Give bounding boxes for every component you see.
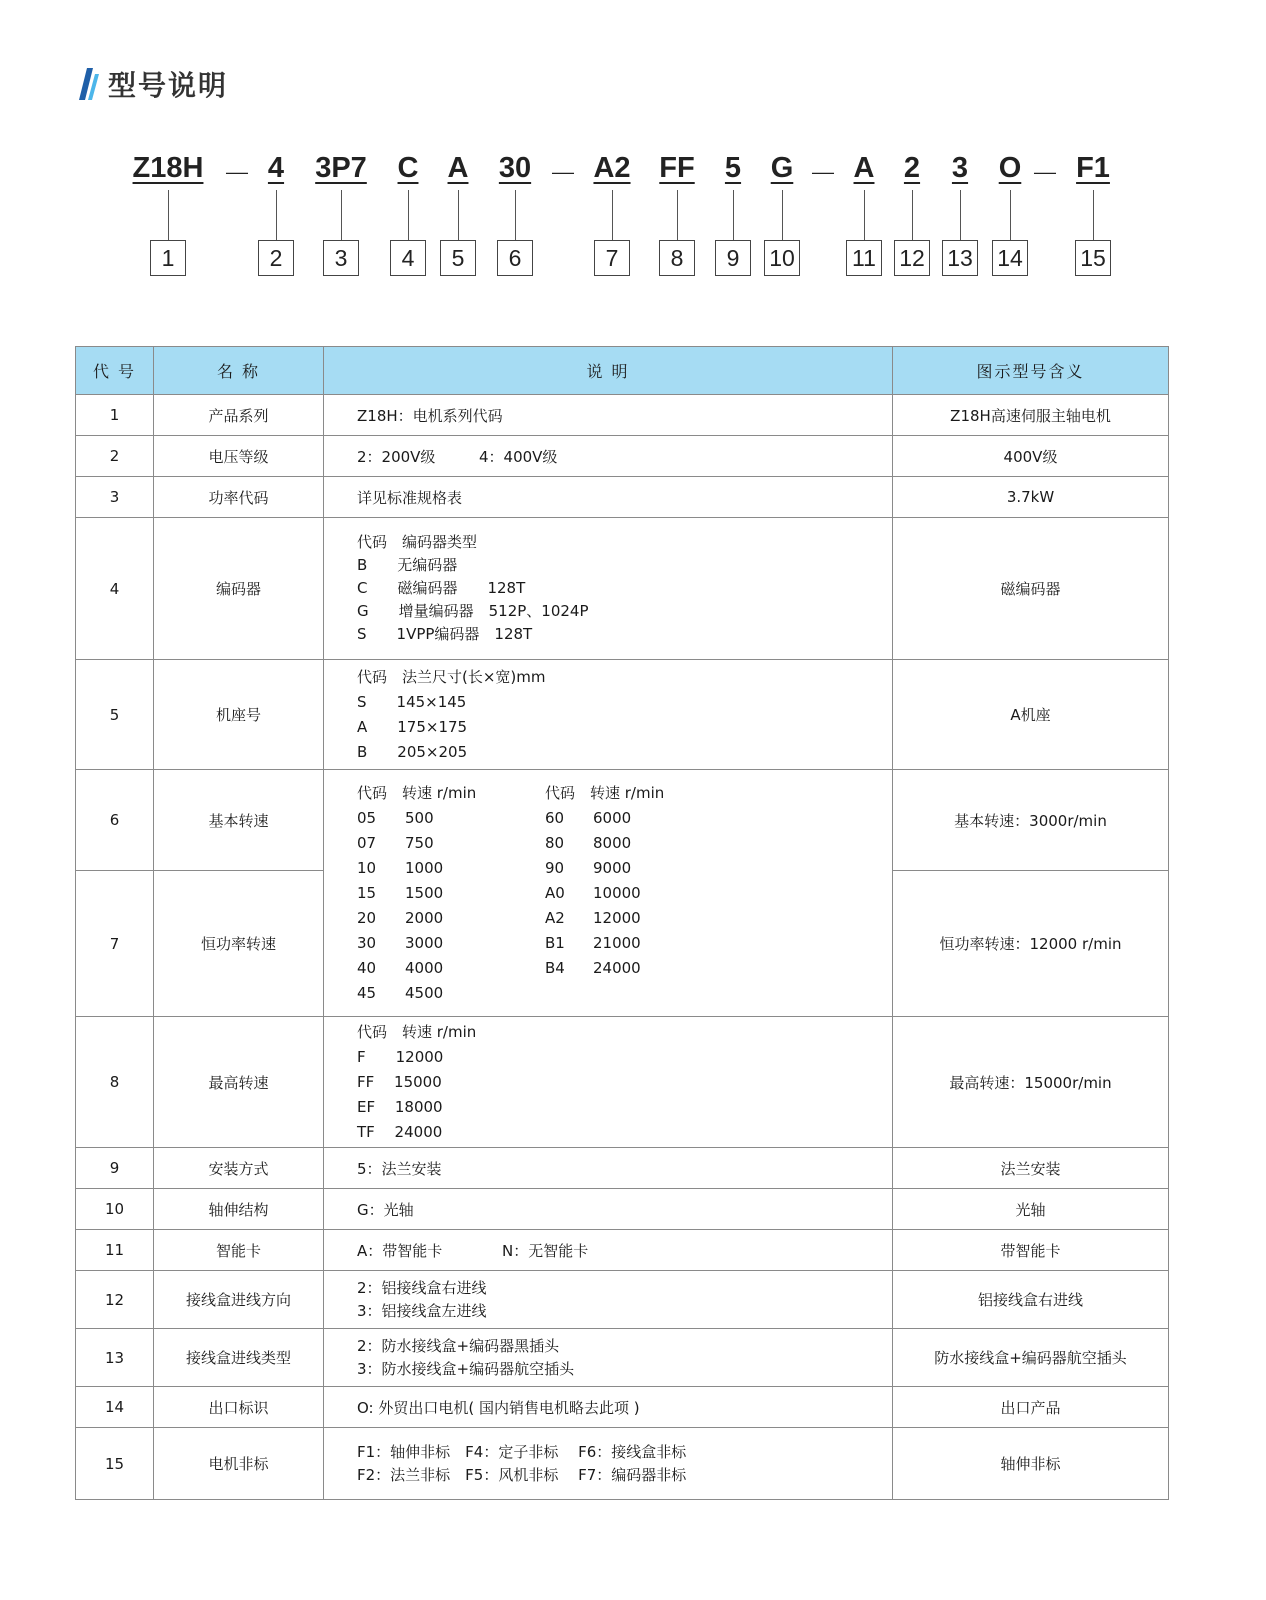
connector-line <box>515 190 516 240</box>
desc-line: 3：防水接线盒+编码器航空插头 <box>357 1359 575 1378</box>
speed-value: 500 <box>405 808 434 827</box>
model-code-segment: 4 <box>267 152 285 184</box>
desc-option: N：无智能卡 <box>502 1241 589 1260</box>
segment-index-box: 12 <box>894 240 930 276</box>
speed-row <box>545 856 664 881</box>
table-row <box>76 1148 1169 1189</box>
row-example: 铝接线盒右进线 <box>893 1271 1169 1329</box>
model-code-segment: A <box>447 152 469 184</box>
model-code-segment: A2 <box>593 152 631 184</box>
desc-line: A 175×175 <box>357 717 468 736</box>
row-name: 安装方式 <box>154 1148 324 1189</box>
desc-line: 代码 编码器类型 <box>357 533 478 551</box>
desc-line: FF 15000 <box>357 1072 442 1091</box>
speed-value: 750 <box>405 833 434 852</box>
speed-code: A0 <box>545 883 565 902</box>
connector-line <box>458 190 459 240</box>
row-example: 防水接线盒+编码器航空插头 <box>893 1329 1169 1387</box>
speed-value: 21000 <box>593 933 641 952</box>
title-bar-icon <box>78 66 100 102</box>
header-example: 图示型号含义 <box>893 347 1169 395</box>
desc-line: B 205×205 <box>357 742 468 761</box>
row-name: 功率代码 <box>154 477 324 518</box>
desc-line: 代码 法兰尺寸(长×宽)mm <box>357 667 546 686</box>
header-name: 名 称 <box>154 347 324 395</box>
row-no: 15 <box>76 1428 154 1500</box>
desc-line: B 无编码器 <box>357 556 458 574</box>
desc-line: S 1VPP编码器 128T <box>357 625 533 643</box>
speed-code: 15 <box>357 883 377 902</box>
speed-header: 代码 转速 r/min <box>545 783 665 802</box>
speed-col-right <box>545 781 664 1006</box>
table-row <box>76 1387 1169 1428</box>
speed-row <box>545 831 664 856</box>
table-row <box>76 1271 1169 1329</box>
row-name: 电压等级 <box>154 436 324 477</box>
row-desc <box>324 1428 893 1500</box>
segment-index-box: 13 <box>942 240 978 276</box>
segment-index-box: 6 <box>497 240 533 276</box>
row-no: 3 <box>76 477 154 518</box>
connector-line <box>612 190 613 240</box>
desc-line: 代码 转速 r/min <box>357 1022 477 1041</box>
row-name: 机座号 <box>154 660 324 770</box>
speed-code: 60 <box>545 808 565 827</box>
row-no: 13 <box>76 1329 154 1387</box>
row-example: Z18H高速伺服主轴电机 <box>893 395 1169 436</box>
segment-index-box: 5 <box>440 240 476 276</box>
row-no: 9 <box>76 1148 154 1189</box>
desc-line: EF 18000 <box>357 1097 443 1116</box>
row-example: 轴伸非标 <box>893 1428 1169 1500</box>
model-code-segment: 3P7 <box>315 152 367 184</box>
connector-line <box>677 190 678 240</box>
segment-index-box: 8 <box>659 240 695 276</box>
speed-value: 4000 <box>405 958 444 977</box>
speed-row <box>357 856 545 881</box>
desc-line: F1：轴伸非标 F4：定子非标 F6：接线盒非标 <box>357 1442 687 1461</box>
row-name: 接线盒进线类型 <box>154 1329 324 1387</box>
connector-line <box>1010 190 1011 240</box>
model-code-segment: O <box>998 152 1022 184</box>
speed-header: 代码 转速 r/min <box>357 783 477 802</box>
speed-col-left <box>357 781 545 1006</box>
segment-index-box: 11 <box>846 240 882 276</box>
model-code-segment: G <box>770 152 794 184</box>
speed-code: 05 <box>357 808 377 827</box>
separator-dash: － <box>808 159 838 191</box>
page-title: 型号说明 <box>108 69 229 102</box>
table-row <box>76 395 1169 436</box>
segment-index-box: 10 <box>764 240 800 276</box>
connector-line <box>864 190 865 240</box>
model-code-segment: 30 <box>498 152 532 184</box>
model-code-segment: C <box>397 152 419 184</box>
desc-line: S 145×145 <box>357 692 467 711</box>
row-name: 基本转速 <box>154 770 324 871</box>
row-name: 产品系列 <box>154 395 324 436</box>
table-row <box>76 660 1169 770</box>
row-no: 1 <box>76 395 154 436</box>
row-no: 8 <box>76 1017 154 1148</box>
speed-code: 45 <box>357 983 377 1002</box>
model-code-segment: FF <box>659 152 695 184</box>
segment-index-box: 4 <box>390 240 426 276</box>
row-name: 最高转速 <box>154 1017 324 1148</box>
speed-code: 80 <box>545 833 565 852</box>
segment-index-box: 14 <box>992 240 1028 276</box>
row-desc <box>324 518 893 660</box>
connector-line <box>341 190 342 240</box>
row-name: 轴伸结构 <box>154 1189 324 1230</box>
speed-row <box>545 931 664 956</box>
row-no: 4 <box>76 518 154 660</box>
row-example: 最高转速：15000r/min <box>893 1017 1169 1148</box>
separator-dash: － <box>1030 159 1060 191</box>
row-desc: 5：法兰安装 <box>324 1148 893 1189</box>
desc-option: 4：400V级 <box>479 447 558 466</box>
segment-index-box: 9 <box>715 240 751 276</box>
desc-line: G 增量编码器 512P、1024P <box>357 602 589 620</box>
speed-code: 20 <box>357 908 377 927</box>
connector-line <box>912 190 913 240</box>
row-desc <box>324 1230 893 1271</box>
segment-index-box: 3 <box>323 240 359 276</box>
desc-line: 2：防水接线盒+编码器黑插头 <box>357 1336 560 1355</box>
speed-code: A2 <box>545 908 565 927</box>
desc-line: F2：法兰非标 F5：风机非标 F7：编码器非标 <box>357 1465 687 1484</box>
speed-value: 3000 <box>405 933 444 952</box>
table-row <box>76 770 1169 871</box>
desc-line: C 磁编码器 128T <box>357 579 526 597</box>
row-example: 3.7kW <box>893 477 1169 518</box>
speed-row <box>545 906 664 931</box>
speed-value: 24000 <box>593 958 641 977</box>
speed-row <box>357 981 545 1006</box>
table-row <box>76 1189 1169 1230</box>
speed-value: 2000 <box>405 908 444 927</box>
desc-line: 3：铝接线盒左进线 <box>357 1301 487 1320</box>
speed-row <box>357 831 545 856</box>
row-example: 带智能卡 <box>893 1230 1169 1271</box>
connector-line <box>276 190 277 240</box>
speed-value: 6000 <box>593 808 632 827</box>
row-desc <box>324 436 893 477</box>
row-no: 12 <box>76 1271 154 1329</box>
row-example: 磁编码器 <box>893 518 1169 660</box>
speed-value: 9000 <box>593 858 632 877</box>
row-desc: 详见标准规格表 <box>324 477 893 518</box>
model-code-segment: Z18H <box>132 152 204 184</box>
row-example: 基本转速：3000r/min <box>893 770 1169 871</box>
row-no: 10 <box>76 1189 154 1230</box>
header-code: 代 号 <box>76 347 154 395</box>
row-no: 6 <box>76 770 154 871</box>
speed-code: 40 <box>357 958 377 977</box>
row-desc <box>324 1329 893 1387</box>
section-heading <box>78 64 228 104</box>
connector-line <box>960 190 961 240</box>
speed-code: 30 <box>357 933 377 952</box>
row-no: 14 <box>76 1387 154 1428</box>
speed-row <box>357 956 545 981</box>
speed-row <box>357 931 545 956</box>
speed-row <box>545 881 664 906</box>
desc-option: A：带智能卡 <box>357 1241 443 1260</box>
speed-code: B1 <box>545 933 565 952</box>
speed-code: 10 <box>357 858 377 877</box>
connector-line <box>733 190 734 240</box>
desc-line: 2：铝接线盒右进线 <box>357 1278 487 1297</box>
row-name: 编码器 <box>154 518 324 660</box>
connector-line <box>168 190 169 240</box>
speed-code: 07 <box>357 833 377 852</box>
separator-dash: － <box>222 159 252 191</box>
model-spec-table <box>75 346 1169 1500</box>
row-name: 出口标识 <box>154 1387 324 1428</box>
connector-line <box>782 190 783 240</box>
segment-index-box: 1 <box>150 240 186 276</box>
segment-index-box: 15 <box>1075 240 1111 276</box>
speed-row <box>357 906 545 931</box>
connector-line <box>1093 190 1094 240</box>
speed-value: 1500 <box>405 883 444 902</box>
row-desc: Z18H：电机系列代码 <box>324 395 893 436</box>
row-desc <box>324 1271 893 1329</box>
row-desc <box>324 1017 893 1148</box>
table-row <box>76 1230 1169 1271</box>
model-code-diagram <box>0 140 1266 290</box>
row-no: 5 <box>76 660 154 770</box>
row-no: 7 <box>76 871 154 1017</box>
speed-code-table <box>324 770 893 1017</box>
row-desc: O: 外贸出口电机( 国内销售电机略去此项 ) <box>324 1387 893 1428</box>
header-description: 说 明 <box>324 347 893 395</box>
row-example: 400V级 <box>893 436 1169 477</box>
speed-code: B4 <box>545 958 565 977</box>
table-header-row <box>76 347 1169 395</box>
segment-index-box: 2 <box>258 240 294 276</box>
row-example: A机座 <box>893 660 1169 770</box>
speed-value: 10000 <box>593 883 641 902</box>
row-example: 恒功率转速：12000 r/min <box>893 871 1169 1017</box>
table-row <box>76 1428 1169 1500</box>
row-desc <box>324 660 893 770</box>
speed-row <box>357 881 545 906</box>
table-row <box>76 477 1169 518</box>
connector-line <box>408 190 409 240</box>
model-code-segment: 3 <box>951 152 969 184</box>
row-example: 光轴 <box>893 1189 1169 1230</box>
speed-value: 8000 <box>593 833 632 852</box>
row-no: 2 <box>76 436 154 477</box>
row-name: 电机非标 <box>154 1428 324 1500</box>
row-name: 接线盒进线方向 <box>154 1271 324 1329</box>
table-row <box>76 1329 1169 1387</box>
speed-code: 90 <box>545 858 565 877</box>
speed-value: 12000 <box>593 908 641 927</box>
desc-line: F 12000 <box>357 1047 444 1066</box>
table-row <box>76 436 1169 477</box>
model-code-segment: F1 <box>1076 152 1110 184</box>
row-name: 恒功率转速 <box>154 871 324 1017</box>
row-name: 智能卡 <box>154 1230 324 1271</box>
row-desc: G：光轴 <box>324 1189 893 1230</box>
table-row <box>76 1017 1169 1148</box>
model-code-segment: 2 <box>903 152 921 184</box>
desc-option: 2：200V级 <box>357 447 436 466</box>
speed-row <box>545 806 664 831</box>
model-code-segment: A <box>853 152 875 184</box>
model-code-segment: 5 <box>724 152 742 184</box>
table-row <box>76 518 1169 660</box>
segment-index-box: 7 <box>594 240 630 276</box>
row-example: 出口产品 <box>893 1387 1169 1428</box>
speed-row <box>357 806 545 831</box>
separator-dash: － <box>548 159 578 191</box>
desc-line: TF 24000 <box>357 1122 443 1141</box>
row-no: 11 <box>76 1230 154 1271</box>
speed-value: 4500 <box>405 983 444 1002</box>
row-example: 法兰安装 <box>893 1148 1169 1189</box>
speed-value: 1000 <box>405 858 444 877</box>
speed-row <box>545 956 664 981</box>
